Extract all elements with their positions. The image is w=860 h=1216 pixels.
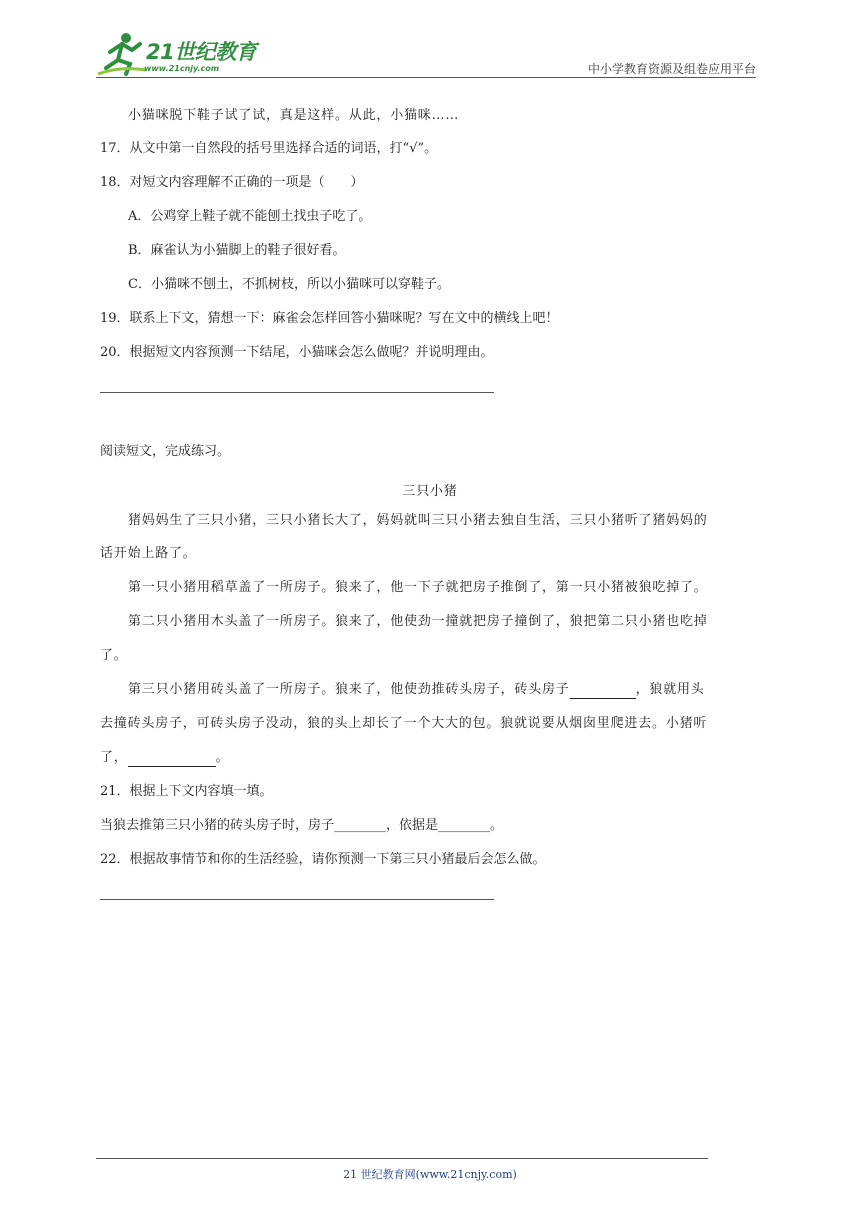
q21-text-a: 当狼去推第三只小猪的砖头房子时，房子 — [100, 818, 335, 833]
question-20: 20．根据短文内容预测一下结尾，小猫咪会怎么做呢？并说明理由。 — [100, 345, 494, 360]
question-19: 19．联系上下文，猜想一下：麻雀会怎样回答小猫咪呢？写在文中的横线上吧！ — [100, 311, 559, 326]
passage-title: 三只小猪 — [402, 484, 458, 499]
page-header — [96, 30, 756, 78]
logo-url: www.21cnjy.com — [144, 64, 220, 73]
runner-icon — [96, 30, 148, 78]
paragraph-4-text-c: 了， — [100, 750, 128, 765]
paragraph-4-text-d: 。 — [215, 750, 230, 765]
paragraph-1-line-1: 猪妈妈生了三只小猪，三只小猪长大了，妈妈就叫三只小猪去独自生活，三只小猪听了猪妈妈的 — [128, 513, 708, 528]
story-continuation: 小猫咪脱下鞋子试了试，真是这样。从此，小猫咪…… — [128, 108, 460, 123]
fill-blank-1[interactable] — [570, 682, 636, 699]
question-18: 18．对短文内容理解不正确的一项是（ ） — [100, 175, 364, 190]
paragraph-4-text-b: ，狼就用头 — [635, 682, 705, 697]
paragraph-4-line-2: 去撞砖头房子，可砖头房子没动，狼的头上却长了一个大大的包。狼就说要从烟囱里爬进去。小猪听 — [100, 716, 708, 731]
q21-text-b: ，依据是 — [386, 818, 439, 833]
option-b: B．麻雀认为小猫脚上的鞋子很好看。 — [128, 243, 346, 258]
paragraph-4-text-a: 第三只小猪用砖头盖了一所房子。狼来了，他使劲推砖头房子，砖头房子 — [128, 682, 570, 697]
header-divider — [96, 77, 756, 78]
q21-text-c: 。 — [490, 818, 504, 833]
platform-name: 中小学教育资源及组卷应用平台 — [587, 62, 756, 76]
site-logo — [96, 30, 266, 78]
footer-divider — [96, 1158, 708, 1159]
option-c: C．小猫咪不刨土，不抓树枝，所以小猫咪可以穿鞋子。 — [128, 277, 450, 292]
paragraph-3-line-1: 第二只小猪用木头盖了一所房子。狼来了，他使劲一撞就把房子撞倒了，狼把第二只小猪也吃掉 — [128, 614, 708, 629]
logo-text: 21世纪教育 — [146, 40, 257, 64]
paragraph-1-line-2: 话开始上路了。 — [100, 546, 197, 561]
footer-text: 21 世纪教育网(www.21cnjy.com) — [343, 1168, 517, 1181]
q21-blank-1[interactable]: ________ — [334, 818, 387, 833]
answer-line[interactable] — [100, 392, 494, 393]
option-a: A．公鸡穿上鞋子就不能刨土找虫子吃了。 — [128, 209, 372, 224]
paragraph-4-line-3 — [100, 750, 229, 767]
paragraph-3-line-2: 了。 — [100, 648, 128, 663]
answer-line[interactable] — [100, 899, 494, 900]
question-17: 17．从文中第一自然段的括号里选择合适的词语，打“√”。 — [100, 141, 438, 156]
q21-blank-2[interactable]: ________ — [438, 818, 491, 833]
fill-blank-2[interactable] — [128, 750, 216, 767]
question-21: 21．根据上下文内容填一填。 — [100, 784, 273, 799]
question-22: 22．根据故事情节和你的生活经验，请你预测一下第三只小猪最后会怎么做。 — [100, 852, 546, 867]
paragraph-4-line-1 — [128, 682, 705, 699]
question-21-fill — [100, 818, 503, 834]
reading-instruction: 阅读短文，完成练习。 — [100, 444, 231, 459]
paragraph-2: 第一只小猪用稻草盖了一所房子。狼来了，他一下子就把房子推倒了，第一只小猪被狼吃掉了。 — [128, 580, 708, 595]
